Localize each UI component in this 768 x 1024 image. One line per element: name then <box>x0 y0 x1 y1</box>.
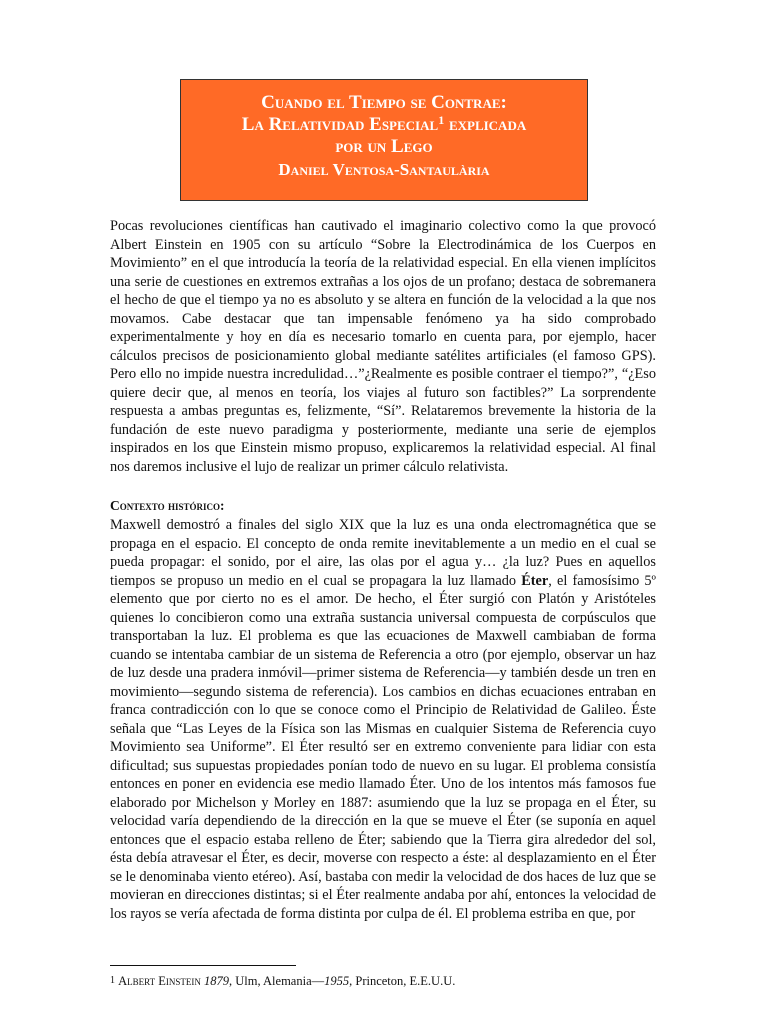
footnote-divider <box>110 965 296 966</box>
section-text-1: Maxwell demostró a finales del siglo XIX que la luz es una onda electromagnética que se propaga en el espacio. El concepto de onda remite inevitablemente a un medio en el cual se pueda propagar: el sonido, por el aire, las olas por el agua y… ¿la luz? Pues en aquellos tiempos se propuso un medio en el cual se propagara la luz llamado <box>110 517 656 589</box>
footnote-birth-place: , Ulm, Alemania— <box>229 974 325 988</box>
title-line-1: Cuando el Tiempo se Contrae: <box>261 92 507 113</box>
eter-term: Éter <box>521 572 549 589</box>
title-line-2: La Relatividad Especial <box>241 114 439 135</box>
title-box <box>180 79 588 201</box>
section-text-2: , el famosísimo 5º elemento que por cierto no es el amor. De hecho, el Éter surgió con Platón y Aristóteles quienes lo concibieron como una extraña sustancia universal compuesta de corpúsculos que transportaban la luz. El problema es que las ecuaciones de Maxwell cambiaban de forma cuando se intentaba cambiar de un sistema de Referencia a otro (por ejemplo, observar un haz de luz desde una pradera inmóvil—primer sistema de Referencia—y también desde un tren en movimiento—segundo sistema de referencia). Los cambios en dichas ecuaciones entraban en franca contradicción con lo que se conoce como el Principio de Relatividad de Galileo. Éste señala que “Las Leyes de la Física son las Mismas en cualquier Sistema de Referencia cuyo Movimiento sea Uniforme”. El Éter resultó ser en extremo conveniente para lidiar con esta dificultad; sus supuestas propiedades ponían todo de nuevo en su lugar. El problema consistía entonces en poner en evidencia ese medio llamado Éter. Uno de los intentos más famosos fue elaborado por Michelson y Morley en 1887: asumiendo que la luz se propaga en el Éter, su velocidad varía dependiendo de la dirección en la que se mueve el Éter (se suponía en aquel entonces que el espacio estaba relleno de Éter; sabiendo que la Tierra gira alrededor del sol, ésta debía atravesar el Éter, es decir, moverse con respecto a éste: al desplazamiento en el Éter se le denominaba viento etéreo). Así, bastaba con medir la velocidad de dos haces de luz que se movieran en direcciones distintas; si el Éter realmente andaba por ahí, entonces la velocidad de los rayos se vería afectada de forma distinta por culpa de él. El problema estriba en que, por <box>110 572 656 922</box>
footnote-birth-year: 1879 <box>204 974 229 988</box>
footnote-name: Albert Einstein <box>118 974 201 988</box>
title-line-2-tail: explicada <box>444 114 527 135</box>
footnote-death-place: , Princeton, E.E.U.U. <box>349 974 456 988</box>
abstract-paragraph: Pocas revoluciones científicas han cautivado el imaginario colectivo como la que provocó Albert Einstein en 1905 con su artículo “Sobre la Electrodinámica de los Cuerpos en Movimiento” en el que introducía la teoría de la relatividad especial. En ella vienen implícitos una serie de cuestiones en extremos extrañas a los ojos de un profano; destaca de sobremanera el hecho de que el tiempo ya no es absoluto y se altera en función de la velocidad a la que nos movamos. Cabe destacar que tan impensable fenómeno ya ha sido comprobado experimentalmente y hoy en día es necesario tomarlo en cuenta para, por ejemplo, hacer cálculos precisos de posicionamiento global mediante satélites artificiales (el famoso GPS). Pero ello no impide nuestra incredulidad…”¿Realmente es posible contraer el tiempo?”, “¿Eso quiere decir que, al menos en teoría, los viajes al futuro son factibles?” La sorprendente respuesta a ambas preguntas es, felizmente, “Sí”. Relataremos brevemente la historia de la fundación de este nuevo paradigma y posteriormente, mediante una serie de ejemplos inspirados en los que Einstein mismo propuso, explicaremos la relatividad especial. Al final nos daremos inclusive el lujo de realizar un primer cálculo relativista. <box>110 218 656 475</box>
footnote-mark: 1 <box>110 975 115 986</box>
section-heading: Contexto histórico: <box>110 498 225 513</box>
title-line-3: por un Lego <box>335 136 433 157</box>
author-name: Daniel Ventosa-Santaulària <box>278 160 490 179</box>
title-footnote-mark[interactable]: 1 <box>438 113 445 127</box>
footnote <box>110 973 656 989</box>
footnote-death-year: 1955 <box>324 974 350 988</box>
section-paragraph <box>110 516 656 923</box>
